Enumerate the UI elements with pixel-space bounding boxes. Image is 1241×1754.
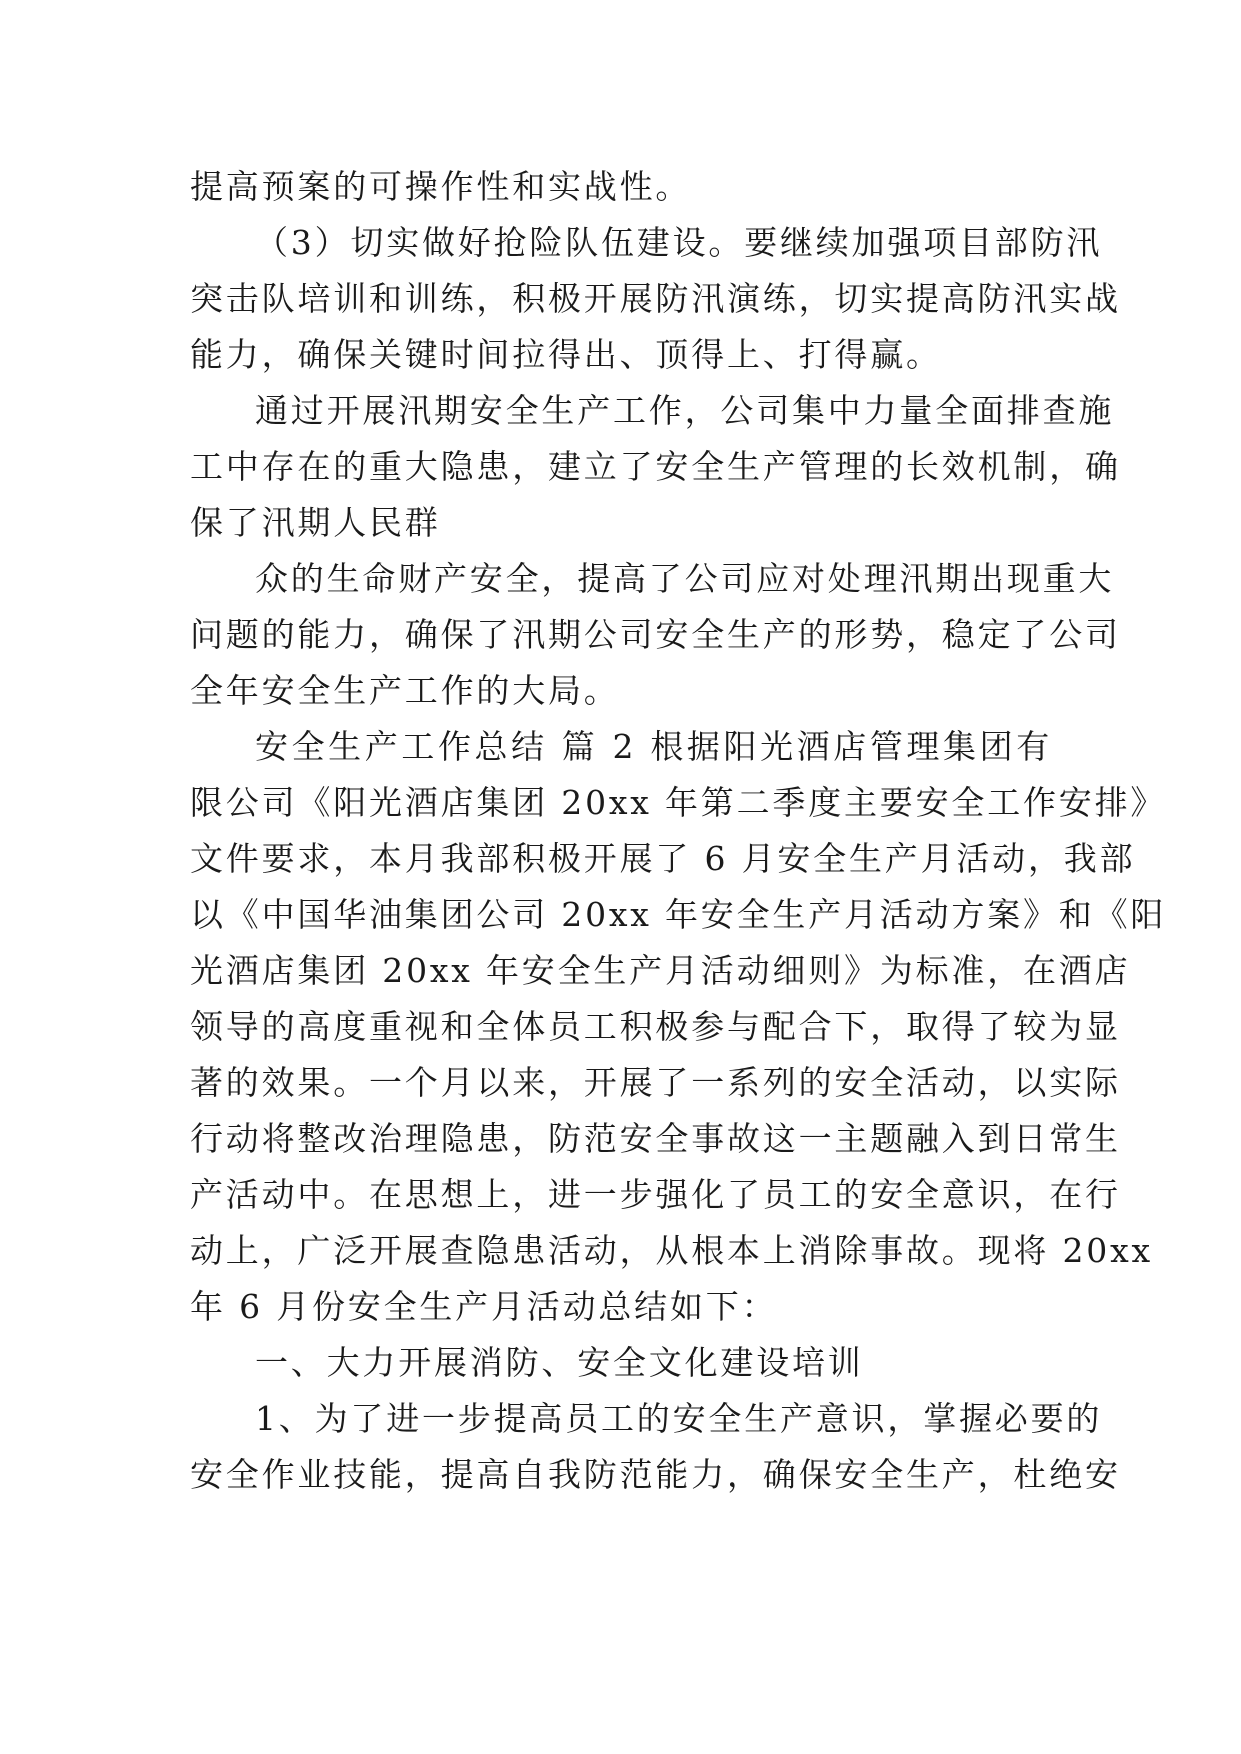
text-line-12: 限公司《阳光酒店集团 20xx 年第二季度主要安全工作安排》 (190, 783, 1167, 822)
text-line-18: 行动将整改治理隐患，防范安全事故这一主题融入到日常生 (190, 1119, 1121, 1158)
text-line-21: 年 6 月份安全生产月活动总结如下： (190, 1287, 778, 1326)
text-line-13: 文件要求，本月我部积极开展了 6 月安全生产月活动，我部 (190, 839, 1136, 878)
text-line-3: 突击队培训和训练，积极开展防汛演练，切实提高防汛实战 (190, 279, 1121, 318)
text-line-19: 产活动中。在思想上，进一步强化了员工的安全意识，在行 (190, 1175, 1121, 1214)
text-line-9: 问题的能力，确保了汛期公司安全生产的形势，稳定了公司 (190, 615, 1121, 654)
text-line-7: 保了汛期人民群 (190, 503, 441, 542)
text-line-10: 全年安全生产工作的大局。 (190, 671, 620, 710)
text-line-17: 著的效果。一个月以来，开展了一系列的安全活动，以实际 (190, 1063, 1121, 1102)
subheading-line: 一、大力开展消防、安全文化建设培训 (255, 1343, 864, 1382)
section-heading-line: 安全生产工作总结 篇 2 根据阳光酒店管理集团有 (255, 727, 1052, 766)
text-line-5: 通过开展汛期安全生产工作，公司集中力量全面排查施 (255, 391, 1115, 430)
text-line-1: 提高预案的可操作性和实战性。 (190, 167, 692, 206)
text-line-23: 1、为了进一步提高员工的安全生产意识，掌握必要的 (255, 1399, 1103, 1438)
text-line-6: 工中存在的重大隐患，建立了安全生产管理的长效机制，确 (190, 447, 1121, 486)
text-line-24: 安全作业技能，提高自我防范能力，确保安全生产，杜绝安 (190, 1455, 1121, 1494)
text-line-2: （3）切实做好抢险队伍建设。要继续加强项目部防汛 (255, 223, 1103, 262)
text-line-8: 众的生命财产安全，提高了公司应对处理汛期出现重大 (255, 559, 1115, 598)
text-line-15: 光酒店集团 20xx 年安全生产月活动细则》为标准，在酒店 (190, 951, 1131, 990)
text-line-20: 动上，广泛开展查隐患活动，从根本上消除事故。现将 20xx (190, 1231, 1153, 1270)
text-line-14: 以《中国华油集团公司 20xx 年安全生产月活动方案》和《阳 (190, 895, 1167, 934)
text-line-16: 领导的高度重视和全体员工积极参与配合下，取得了较为显 (190, 1007, 1121, 1046)
text-line-4: 能力，确保关键时间拉得出、顶得上、打得赢。 (190, 335, 942, 374)
